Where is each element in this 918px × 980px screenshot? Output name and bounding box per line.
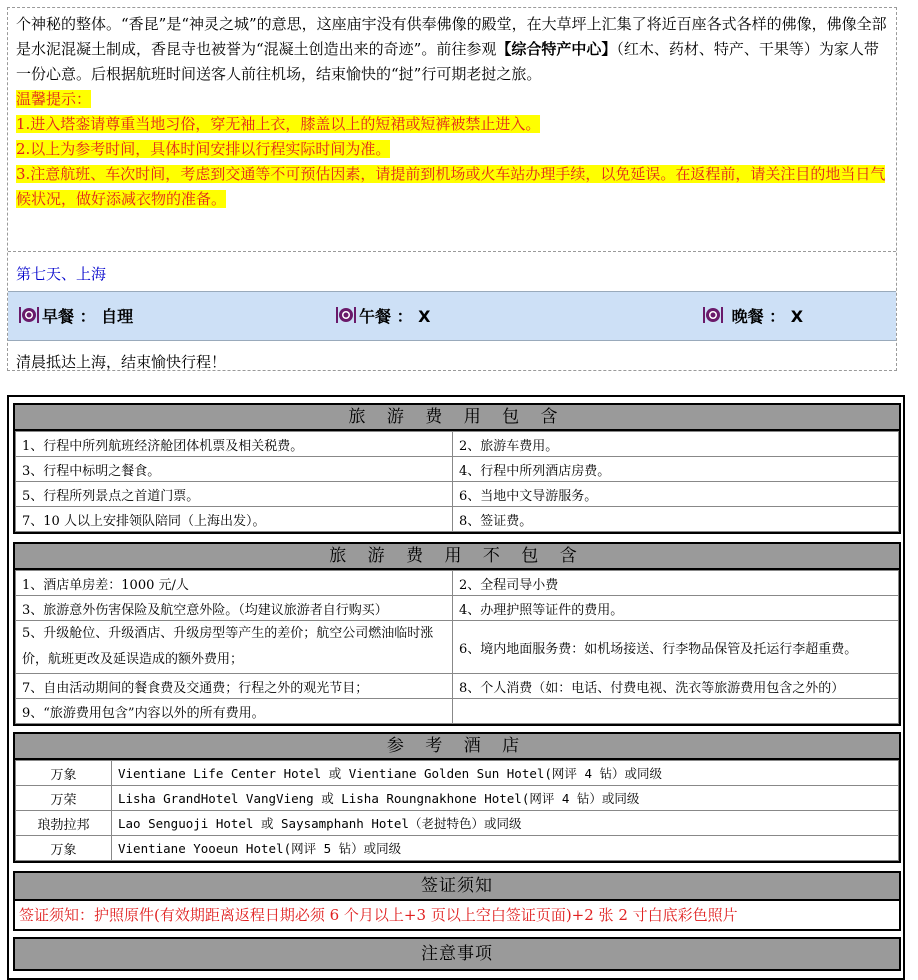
visa-title: 签证须知	[13, 871, 901, 901]
included-table-wrap	[13, 431, 901, 534]
notes-section	[13, 937, 901, 971]
table-row	[16, 482, 899, 507]
dining-icon	[702, 306, 724, 324]
itinerary-text	[16, 12, 890, 212]
table-cell: 4、办理护照等证件的费用。	[453, 596, 899, 621]
table-cell: 2、全程司导小费	[453, 571, 899, 596]
meal-lunch	[335, 304, 430, 327]
tip-2: 2.以上为参考时间，具体时间安排以行程实际时间为准。	[16, 140, 391, 158]
meals-row	[8, 291, 896, 341]
tip-line	[16, 162, 890, 212]
hotel-city: 琅勃拉邦	[16, 811, 112, 836]
hotel-name: Vientiane Life Center Hotel 或 Vientiane Golden Sun Hotel(网评 4 钻）或同级	[112, 761, 899, 786]
table-row	[16, 836, 899, 861]
notes-title: 注意事项	[13, 937, 901, 971]
included-table	[15, 431, 899, 532]
table-cell: 8、个人消费（如：电话、付费电视、洗衣等旅游费用包含之外的）	[453, 674, 899, 699]
included-title: 旅 游 费 用 包 含	[13, 403, 901, 431]
itinerary-paragraph	[16, 12, 890, 87]
meal-lunch-label: 午餐 ： X	[359, 307, 431, 326]
table-cell: 7、自由活动期间的餐食费及交通费；行程之外的观光节目；	[16, 674, 453, 699]
table-cell: 4、行程中所列酒店房费。	[453, 457, 899, 482]
table-cell: 7、10 人以上安排领队陪同（上海出发）。	[16, 507, 453, 532]
hotel-name: Vientiane Yooeun Hotel(网评 5 钻）或同级	[112, 836, 899, 861]
hotels-section	[13, 732, 901, 863]
day-title: 第七天、上海	[16, 265, 107, 283]
table-cell: 6、当地中文导游服务。	[453, 482, 899, 507]
paragraph-text: 个神秘的整体。“香昆”是“神灵之城”的意思，这座庙宇没有供奉佛像的殿堂，在大草坪上汇集了将近百座各式各样的佛像，佛像全部是水泥混凝土制成，香昆寺也被誉为“混凝土创造出来的奇迹”。前往参观	[16, 15, 887, 58]
table-row	[16, 761, 899, 786]
table-row	[16, 674, 899, 699]
day-description: 清晨抵达上海，结束愉快行程！	[16, 353, 227, 371]
meal-dinner	[702, 304, 803, 327]
table-cell: 6、境内地面服务费：如机场接送、行李物品保管及托运行李超重费。	[453, 621, 899, 674]
table-cell: 8、签证费。	[453, 507, 899, 532]
table-row	[16, 596, 899, 621]
special-center-name: 【综合特产中心】	[496, 40, 617, 58]
cost-info-section	[7, 395, 905, 980]
meal-breakfast	[18, 304, 133, 327]
excluded-section	[13, 542, 901, 726]
day-title-row	[8, 251, 896, 291]
excluded-table	[15, 570, 899, 724]
table-cell: 1、酒店单房差：1000 元/人	[16, 571, 453, 596]
tip-3: 3.注意航班、车次时间，考虑到交通等不可预估因素，请提前到机场或火车站办理手续，以免延误。在返程前，请关注目的地当日气候状况，做好添减衣物的准备。	[16, 165, 886, 208]
included-section	[13, 403, 901, 534]
table-cell: 9、“旅游费用包含”内容以外的所有费用。	[16, 699, 453, 724]
table-row	[16, 507, 899, 532]
itinerary-block	[7, 7, 897, 371]
table-cell: 3、旅游意外伤害保险及航空意外险。（均建议旅游者自行购买）	[16, 596, 453, 621]
tip-line	[16, 112, 890, 137]
tip-1: 1.进入塔銮请尊重当地习俗，穿无袖上衣，膝盖以上的短裙或短裤被禁止进入。	[16, 115, 541, 133]
table-cell: 1、行程中所列航班经济舱团体机票及相关税费。	[16, 432, 453, 457]
hotels-table-wrap	[13, 760, 901, 863]
tips-title-line	[16, 87, 890, 112]
table-cell: 2、旅游车费用。	[453, 432, 899, 457]
hotel-city: 万荣	[16, 786, 112, 811]
hotels-title: 参 考 酒 店	[13, 732, 901, 760]
table-row	[16, 786, 899, 811]
hotel-name: Lisha GrandHotel VangVieng 或 Lisha Roungnakhone Hotel(网评 4 钻）或同级	[112, 786, 899, 811]
table-row	[16, 571, 899, 596]
dining-icon	[18, 306, 40, 324]
table-cell	[453, 699, 899, 724]
table-cell: 5、升级舱位、升级酒店、升级房型等产生的差价；航空公司燃油临时涨价，航班更改及延误造成的额外费用；	[16, 621, 453, 674]
table-cell: 5、行程所列景点之首道门票。	[16, 482, 453, 507]
dining-icon	[335, 306, 357, 324]
excluded-title: 旅 游 费 用 不 包 含	[13, 542, 901, 570]
meal-dinner-label: 晚餐 ： X	[731, 307, 804, 326]
tip-line	[16, 137, 890, 162]
table-row	[16, 699, 899, 724]
table-row	[16, 621, 899, 674]
hotels-table	[15, 760, 899, 861]
meal-breakfast-label: 早餐 ： 自理	[42, 307, 134, 326]
hotel-name: Lao Senguoji Hotel 或 Saysamphanh Hotel（老挝特色）或同级	[112, 811, 899, 836]
excluded-table-wrap	[13, 570, 901, 726]
table-row	[16, 432, 899, 457]
table-row	[16, 457, 899, 482]
paragraph-text-end: （红木、药材、特产、干果等）为家人带一份心意。后根据航班时间送客人前往机场，结束愉快的“挝”行可期老挝之旅。	[16, 40, 879, 83]
table-cell: 3、行程中标明之餐食。	[16, 457, 453, 482]
hotel-city: 万象	[16, 836, 112, 861]
visa-text: 签证须知：护照原件(有效期距离返程日期必须 6 个月以上+3 页以上空白签证页面)+2 张 2 寸白底彩色照片	[13, 901, 901, 931]
tips-title: 温馨提示：	[16, 90, 92, 108]
visa-section	[13, 871, 901, 931]
table-row	[16, 811, 899, 836]
hotel-city: 万象	[16, 761, 112, 786]
